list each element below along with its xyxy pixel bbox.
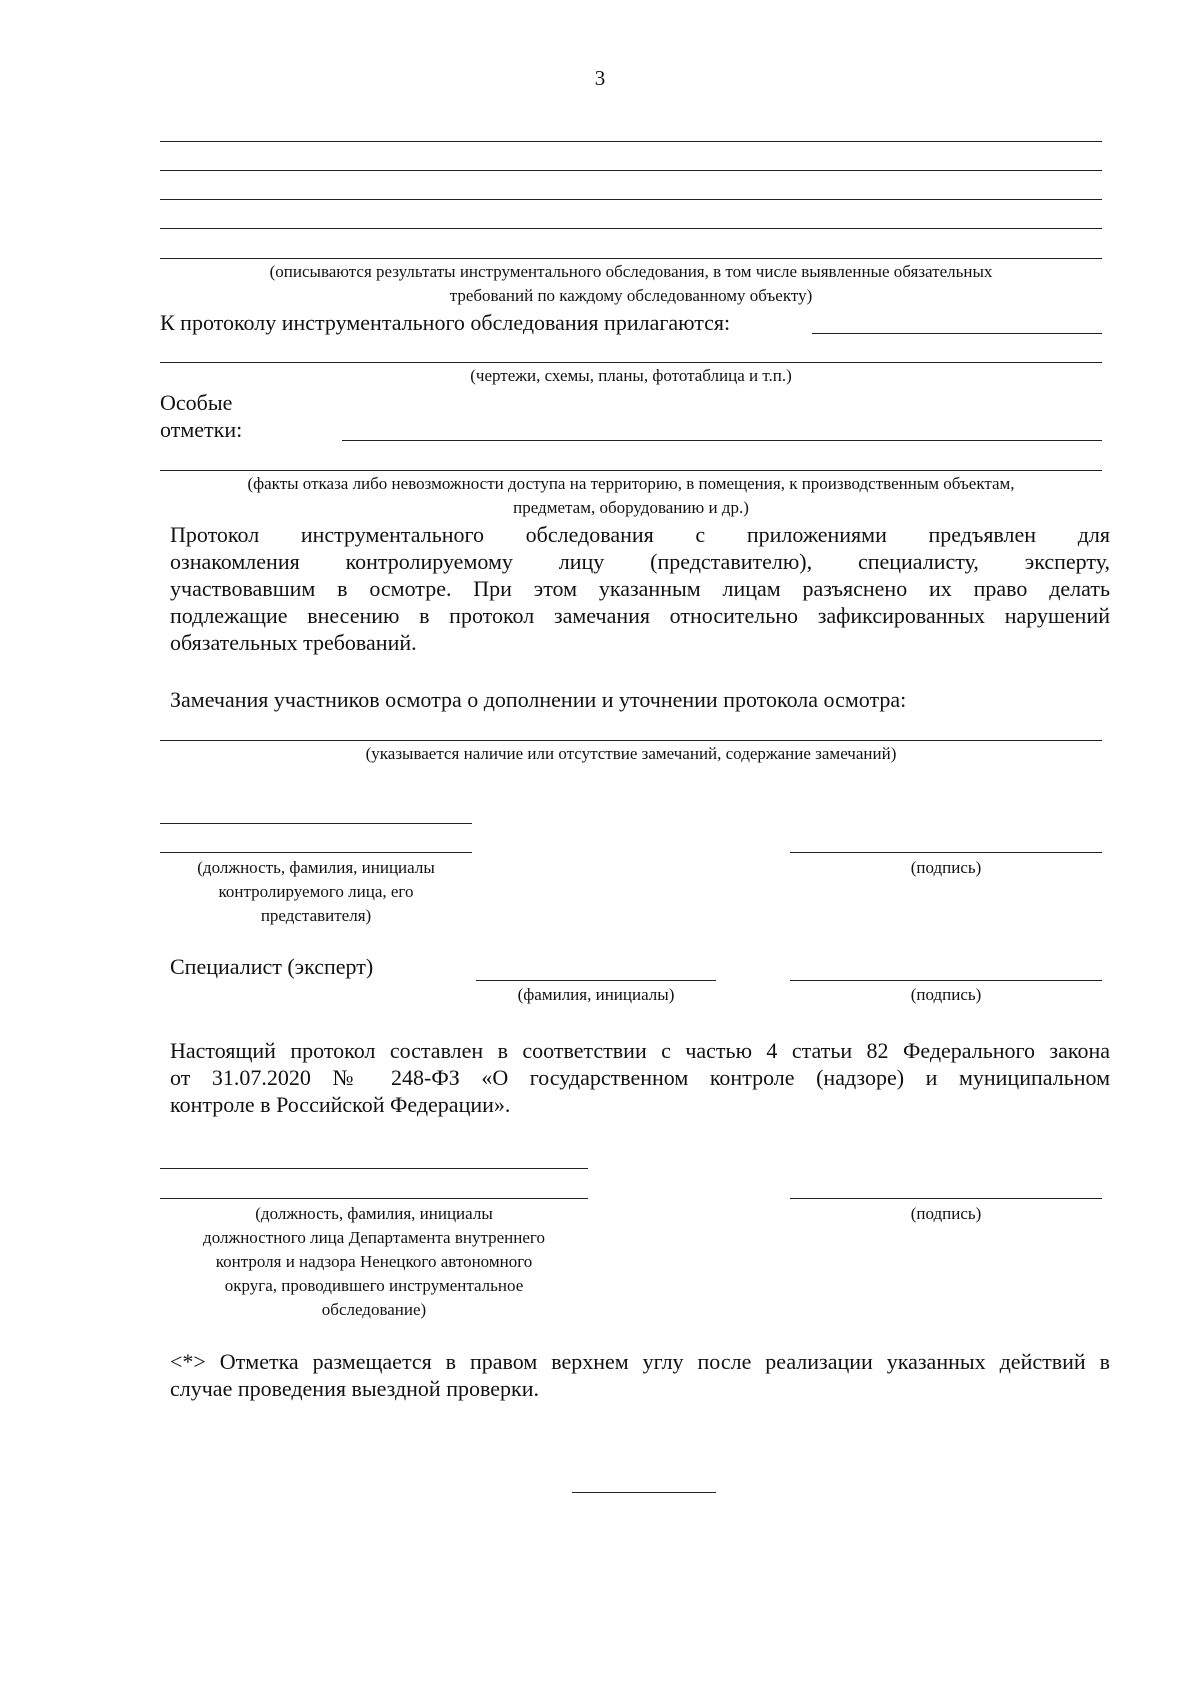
- presentation-line-3: участвовавшим в осмотре. При этом указанным лицам разъяснено их право делать: [170, 576, 1110, 601]
- remarks-caption: (указывается наличие или отсутствие замечаний, содержание замечаний): [365, 744, 897, 763]
- controlled-person-signature-line: [790, 852, 1102, 853]
- controlled-person-line-2: [160, 852, 472, 853]
- controlled-person-caption-line-1: (должность, фамилия, инициалы: [197, 858, 435, 877]
- controlled-person-caption: [160, 856, 472, 928]
- controlled-person-line-1: [160, 823, 472, 824]
- results-line-5: [160, 258, 1102, 259]
- official-line-1: [160, 1168, 588, 1169]
- results-line-3: [160, 199, 1102, 200]
- official-caption-line-4: округа, проводившего инструментальное: [224, 1276, 524, 1295]
- specialist-label: Специалист (эксперт): [170, 954, 374, 979]
- controlled-person-caption-line-2: контролируемого лица, его: [218, 882, 414, 901]
- presentation-line-2: ознакомления контролируемому лицу (представителю), специалисту, эксперту,: [170, 549, 1110, 574]
- attachments-line-1: [812, 333, 1102, 334]
- presentation-paragraph: [170, 521, 1110, 656]
- attachments-line-2: [160, 362, 1102, 363]
- specialist-signature-caption: (подпись): [910, 985, 982, 1004]
- official-signature-caption: (подпись): [910, 1204, 982, 1223]
- presentation-line-4: подлежащие внесению в протокол замечания относительно зафиксированных нарушений: [170, 603, 1110, 628]
- special-notes-line-1: [342, 440, 1102, 441]
- footnote-line-2: случае проведения выездной проверки.: [170, 1376, 539, 1401]
- remarks-line: [160, 740, 1102, 741]
- results-caption-line-2: требований по каждому обследованному объекту): [449, 286, 813, 305]
- official-caption-line-5: обследование): [321, 1300, 427, 1319]
- attachments-caption: (чертежи, схемы, планы, фототаблица и т.п.): [470, 366, 792, 385]
- special-notes-caption-line-2: предметам, оборудованию и др.): [513, 498, 749, 517]
- special-notes-label-line-1: Особые: [160, 390, 233, 415]
- special-notes-caption: [160, 472, 1102, 520]
- results-caption: [160, 260, 1102, 308]
- controlled-person-caption-line-3: представителя): [260, 906, 372, 925]
- presentation-line-5: обязательных требований.: [170, 630, 417, 655]
- special-notes-line-2: [160, 470, 1102, 471]
- controlled-person-signature-caption: (подпись): [910, 858, 982, 877]
- official-caption-line-3: контроля и надзора Ненецкого автономного: [215, 1252, 533, 1271]
- legal-line-3: контроле в Российской Федерации».: [170, 1092, 511, 1117]
- specialist-name-line: [476, 980, 716, 981]
- results-line-2: [160, 170, 1102, 171]
- special-notes-caption-line-1: (факты отказа либо невозможности доступа на территорию, в помещения, к производственным объектам,: [247, 474, 1015, 493]
- results-caption-line-1: (описываются результаты инструментального обследования, в том числе выявленные обязательных: [269, 262, 993, 281]
- results-line-1: [160, 141, 1102, 142]
- legal-line-2: от 31.07.2020 № 248-ФЗ «О государственном контроле (надзоре) и муниципальном: [170, 1065, 1110, 1090]
- official-line-2: [160, 1198, 588, 1199]
- footnote-line-1: <*> Отметка размещается в правом верхнем углу после реализации указанных действий в: [170, 1349, 1110, 1374]
- specialist-signature-line: [790, 980, 1102, 981]
- official-caption-line-1: (должность, фамилия, инициалы: [255, 1204, 493, 1223]
- remarks-label: Замечания участников осмотра о дополнении и уточнении протокола осмотра:: [170, 687, 907, 712]
- closing-rule: [572, 1492, 716, 1493]
- page-number: 3: [594, 66, 606, 90]
- official-signature-line: [790, 1198, 1102, 1199]
- legal-line-1: Настоящий протокол составлен в соответствии с частью 4 статьи 82 Федерального закона: [170, 1038, 1110, 1063]
- special-notes-label: [160, 389, 242, 443]
- presentation-line-1: Протокол инструментального обследования с приложениями предъявлен для: [170, 522, 1110, 547]
- specialist-name-caption: (фамилия, инициалы): [517, 985, 675, 1004]
- legal-paragraph: [170, 1037, 1110, 1118]
- attachments-label: К протоколу инструментального обследования прилагаются:: [160, 310, 731, 335]
- official-caption-line-2: должностного лица Департамента внутреннего: [203, 1228, 545, 1247]
- results-line-4: [160, 228, 1102, 229]
- footnote: [170, 1348, 1110, 1402]
- special-notes-label-line-2: отметки:: [160, 417, 243, 442]
- official-caption: [160, 1202, 588, 1322]
